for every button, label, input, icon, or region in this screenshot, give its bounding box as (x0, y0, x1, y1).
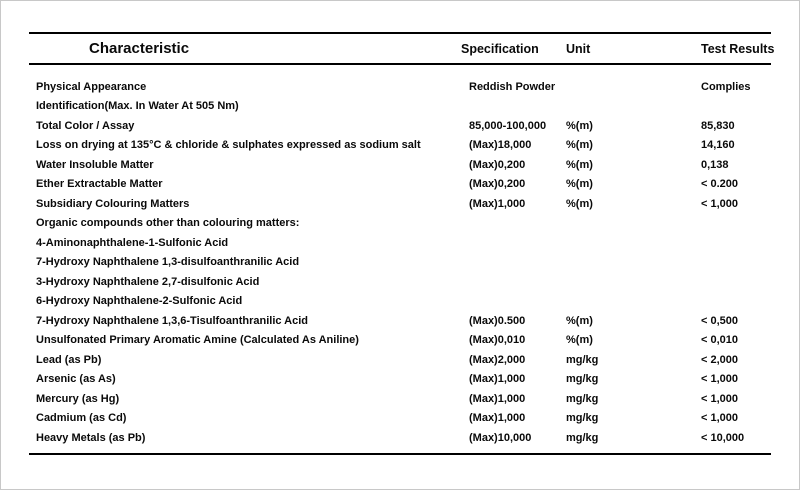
table-row (29, 214, 771, 234)
row-test-result-cell: < 1,000 (701, 392, 739, 405)
row-unit-cell: mg/kg (566, 412, 599, 425)
row-test-result-cell: < 0.200 (701, 178, 739, 191)
table-bottom-rule (29, 453, 771, 455)
table-row (29, 331, 771, 351)
row-characteristic-cell: Physical Appearance (36, 80, 147, 93)
row-characteristic-cell: Heavy Metals (as Pb) (36, 431, 146, 444)
row-characteristic-cell: 3-Hydroxy Naphthalene 2,7-disulfonic Acid (36, 275, 260, 288)
table-row (29, 292, 771, 312)
row-unit-cell: mg/kg (566, 353, 599, 366)
row-specification-cell: (Max)0,010 (469, 334, 526, 347)
row-test-result-cell: Complies (701, 80, 751, 93)
row-specification-cell: (Max)1,000 (469, 412, 526, 425)
row-test-result-cell: < 1,000 (701, 373, 739, 386)
row-test-result-cell: < 1,000 (701, 412, 739, 425)
row-characteristic-cell: Organic compounds other than colouring matters: (36, 217, 300, 230)
row-characteristic-cell: Mercury (as Hg) (36, 392, 120, 405)
column-header-specification: Specification (461, 41, 539, 56)
row-unit-cell: %(m) (566, 158, 593, 171)
row-test-result-cell: < 1,000 (701, 197, 739, 210)
row-specification-cell: (Max)2,000 (469, 353, 526, 366)
row-unit-cell: mg/kg (566, 431, 599, 444)
table-row (29, 428, 771, 448)
table-row (29, 389, 771, 409)
row-unit-cell: %(m) (566, 314, 593, 327)
row-unit-cell: %(m) (566, 139, 593, 152)
row-unit-cell: mg/kg (566, 392, 599, 405)
row-characteristic-cell: Cadmium (as Cd) (36, 412, 127, 425)
table-row (29, 350, 771, 370)
row-characteristic-cell: Lead (as Pb) (36, 353, 102, 366)
row-characteristic-cell: Arsenic (as As) (36, 373, 116, 386)
row-specification-cell: (Max)1,000 (469, 373, 526, 386)
row-specification-cell: Reddish Powder (469, 80, 556, 93)
row-characteristic-cell: Loss on drying at 135°C & chloride & sulphates expressed as sodium salt (36, 139, 421, 152)
row-characteristic-cell: Ether Extractable Matter (36, 178, 163, 191)
table-row (29, 409, 771, 429)
table-row (29, 116, 771, 136)
table-row (29, 175, 771, 195)
table-row (29, 155, 771, 175)
table-row (29, 77, 771, 97)
row-test-result-cell: 0,138 (701, 158, 729, 171)
table-row (29, 311, 771, 331)
row-specification-cell: (Max)1,000 (469, 197, 526, 210)
row-unit-cell: mg/kg (566, 373, 599, 386)
row-specification-cell: (Max)10,000 (469, 431, 532, 444)
table-row (29, 253, 771, 273)
table-row (29, 194, 771, 214)
row-test-result-cell: 14,160 (701, 139, 735, 152)
table-row (29, 97, 771, 117)
row-characteristic-cell: 6-Hydroxy Naphthalene-2-Sulfonic Acid (36, 295, 243, 308)
row-specification-cell: (Max)0,200 (469, 158, 526, 171)
row-test-result-cell: 85,830 (701, 119, 735, 132)
row-characteristic-cell: Identification(Max. In Water At 505 Nm) (36, 100, 239, 113)
row-test-result-cell: < 10,000 (701, 431, 745, 444)
column-header-unit: Unit (566, 41, 591, 56)
column-header-test-results: Test Results (701, 41, 775, 56)
row-characteristic-cell: Unsulfonated Primary Aromatic Amine (Calculated As Aniline) (36, 334, 359, 347)
row-characteristic-cell: Water Insoluble Matter (36, 158, 154, 171)
column-header-characteristic: Characteristic (89, 40, 190, 57)
row-characteristic-cell: Total Color / Assay (36, 119, 135, 132)
row-characteristic-cell: 4-Aminonaphthalene-1-Sulfonic Acid (36, 236, 229, 249)
table-row (29, 370, 771, 390)
row-unit-cell: %(m) (566, 334, 593, 347)
row-test-result-cell: < 2,000 (701, 353, 739, 366)
row-specification-cell: (Max)0,200 (469, 178, 526, 191)
row-characteristic-cell: 7-Hydroxy Naphthalene 1,3-disulfoanthranilic Acid (36, 256, 300, 269)
row-test-result-cell: < 0,500 (701, 314, 739, 327)
row-specification-cell: (Max)0.500 (469, 314, 526, 327)
row-unit-cell: %(m) (566, 119, 593, 132)
table-row (29, 233, 771, 253)
row-specification-cell: (Max)18,000 (469, 139, 532, 152)
table-row (29, 136, 771, 156)
row-characteristic-cell: Subsidiary Colouring Matters (36, 197, 190, 210)
row-characteristic-cell: 7-Hydroxy Naphthalene 1,3,6-Tisulfoanthranilic Acid (36, 314, 309, 327)
row-specification-cell: 85,000-100,000 (469, 119, 547, 132)
table-row (29, 272, 771, 292)
specification-table (29, 32, 775, 455)
table-body (29, 65, 771, 453)
row-unit-cell: %(m) (566, 178, 593, 191)
row-test-result-cell: < 0,010 (701, 334, 739, 347)
row-specification-cell: (Max)1,000 (469, 392, 526, 405)
table-header-row (29, 34, 775, 63)
row-unit-cell: %(m) (566, 197, 593, 210)
